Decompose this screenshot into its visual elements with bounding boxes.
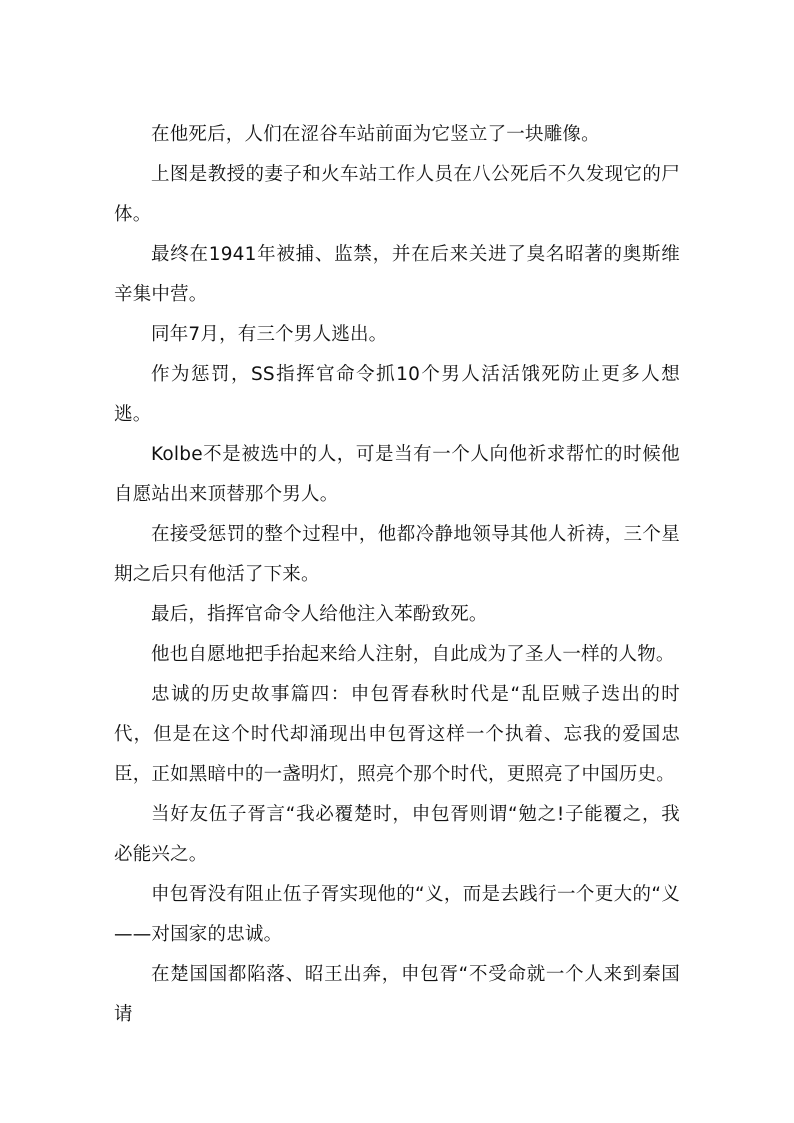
paragraph: 在楚国国都陷落、昭王出奔，申包胥“不受命就一个人来到秦国请 [114,964,680,1025]
paragraph: 作为惩罚，SS指挥官命令抓10个男人活活饿死防止更多人想逃。 [114,364,680,425]
paragraph: 当好友伍子胥言“我必覆楚时，申包胥则谓“勉之!子能覆之，我必能兴之。 [114,804,680,865]
paragraph: 同年7月，有三个男人逃出。 [151,324,388,345]
paragraph: Kolbe不是被选中的人，可是当有一个人向他祈求帮忙的时候他自愿站出来顶替那个男人。 [114,444,680,505]
paragraph: 上图是教授的妻子和火车站工作人员在八公死后不久发现它的尸体。 [114,164,680,225]
paragraph: 他也自愿地把手抬起来给人注射，自此成为了圣人一样的人物。 [151,644,675,665]
paragraph: 申包胥没有阻止伍子胥实现他的“义，而是去践行一个更大的“义——对国家的忠诚。 [114,884,680,945]
paragraph: 在他死后，人们在涩谷车站前面为它竖立了一块雕像。 [151,124,600,145]
paragraph: 忠诚的历史故事篇四：申包胥春秋时代是“乱臣贼子迭出的时代，但是在这个时代却涌现出申包胥这样一个执着、忘我的爱国忠臣，正如黑暗中的一盏明灯，照亮个那个时代，更照亮了中国历史。 [114,684,680,785]
paragraph: 最终在1941年被捕、监禁，并在后来关进了臭名昭著的奥斯维辛集中营。 [114,244,680,305]
paragraph: 在接受惩罚的整个过程中，他都冷静地领导其他人祈祷，三个星期之后只有他活了下来。 [114,524,680,585]
document-body [114,115,680,1035]
paragraph: 最后，指挥官命令人给他注入苯酚致死。 [151,604,488,625]
